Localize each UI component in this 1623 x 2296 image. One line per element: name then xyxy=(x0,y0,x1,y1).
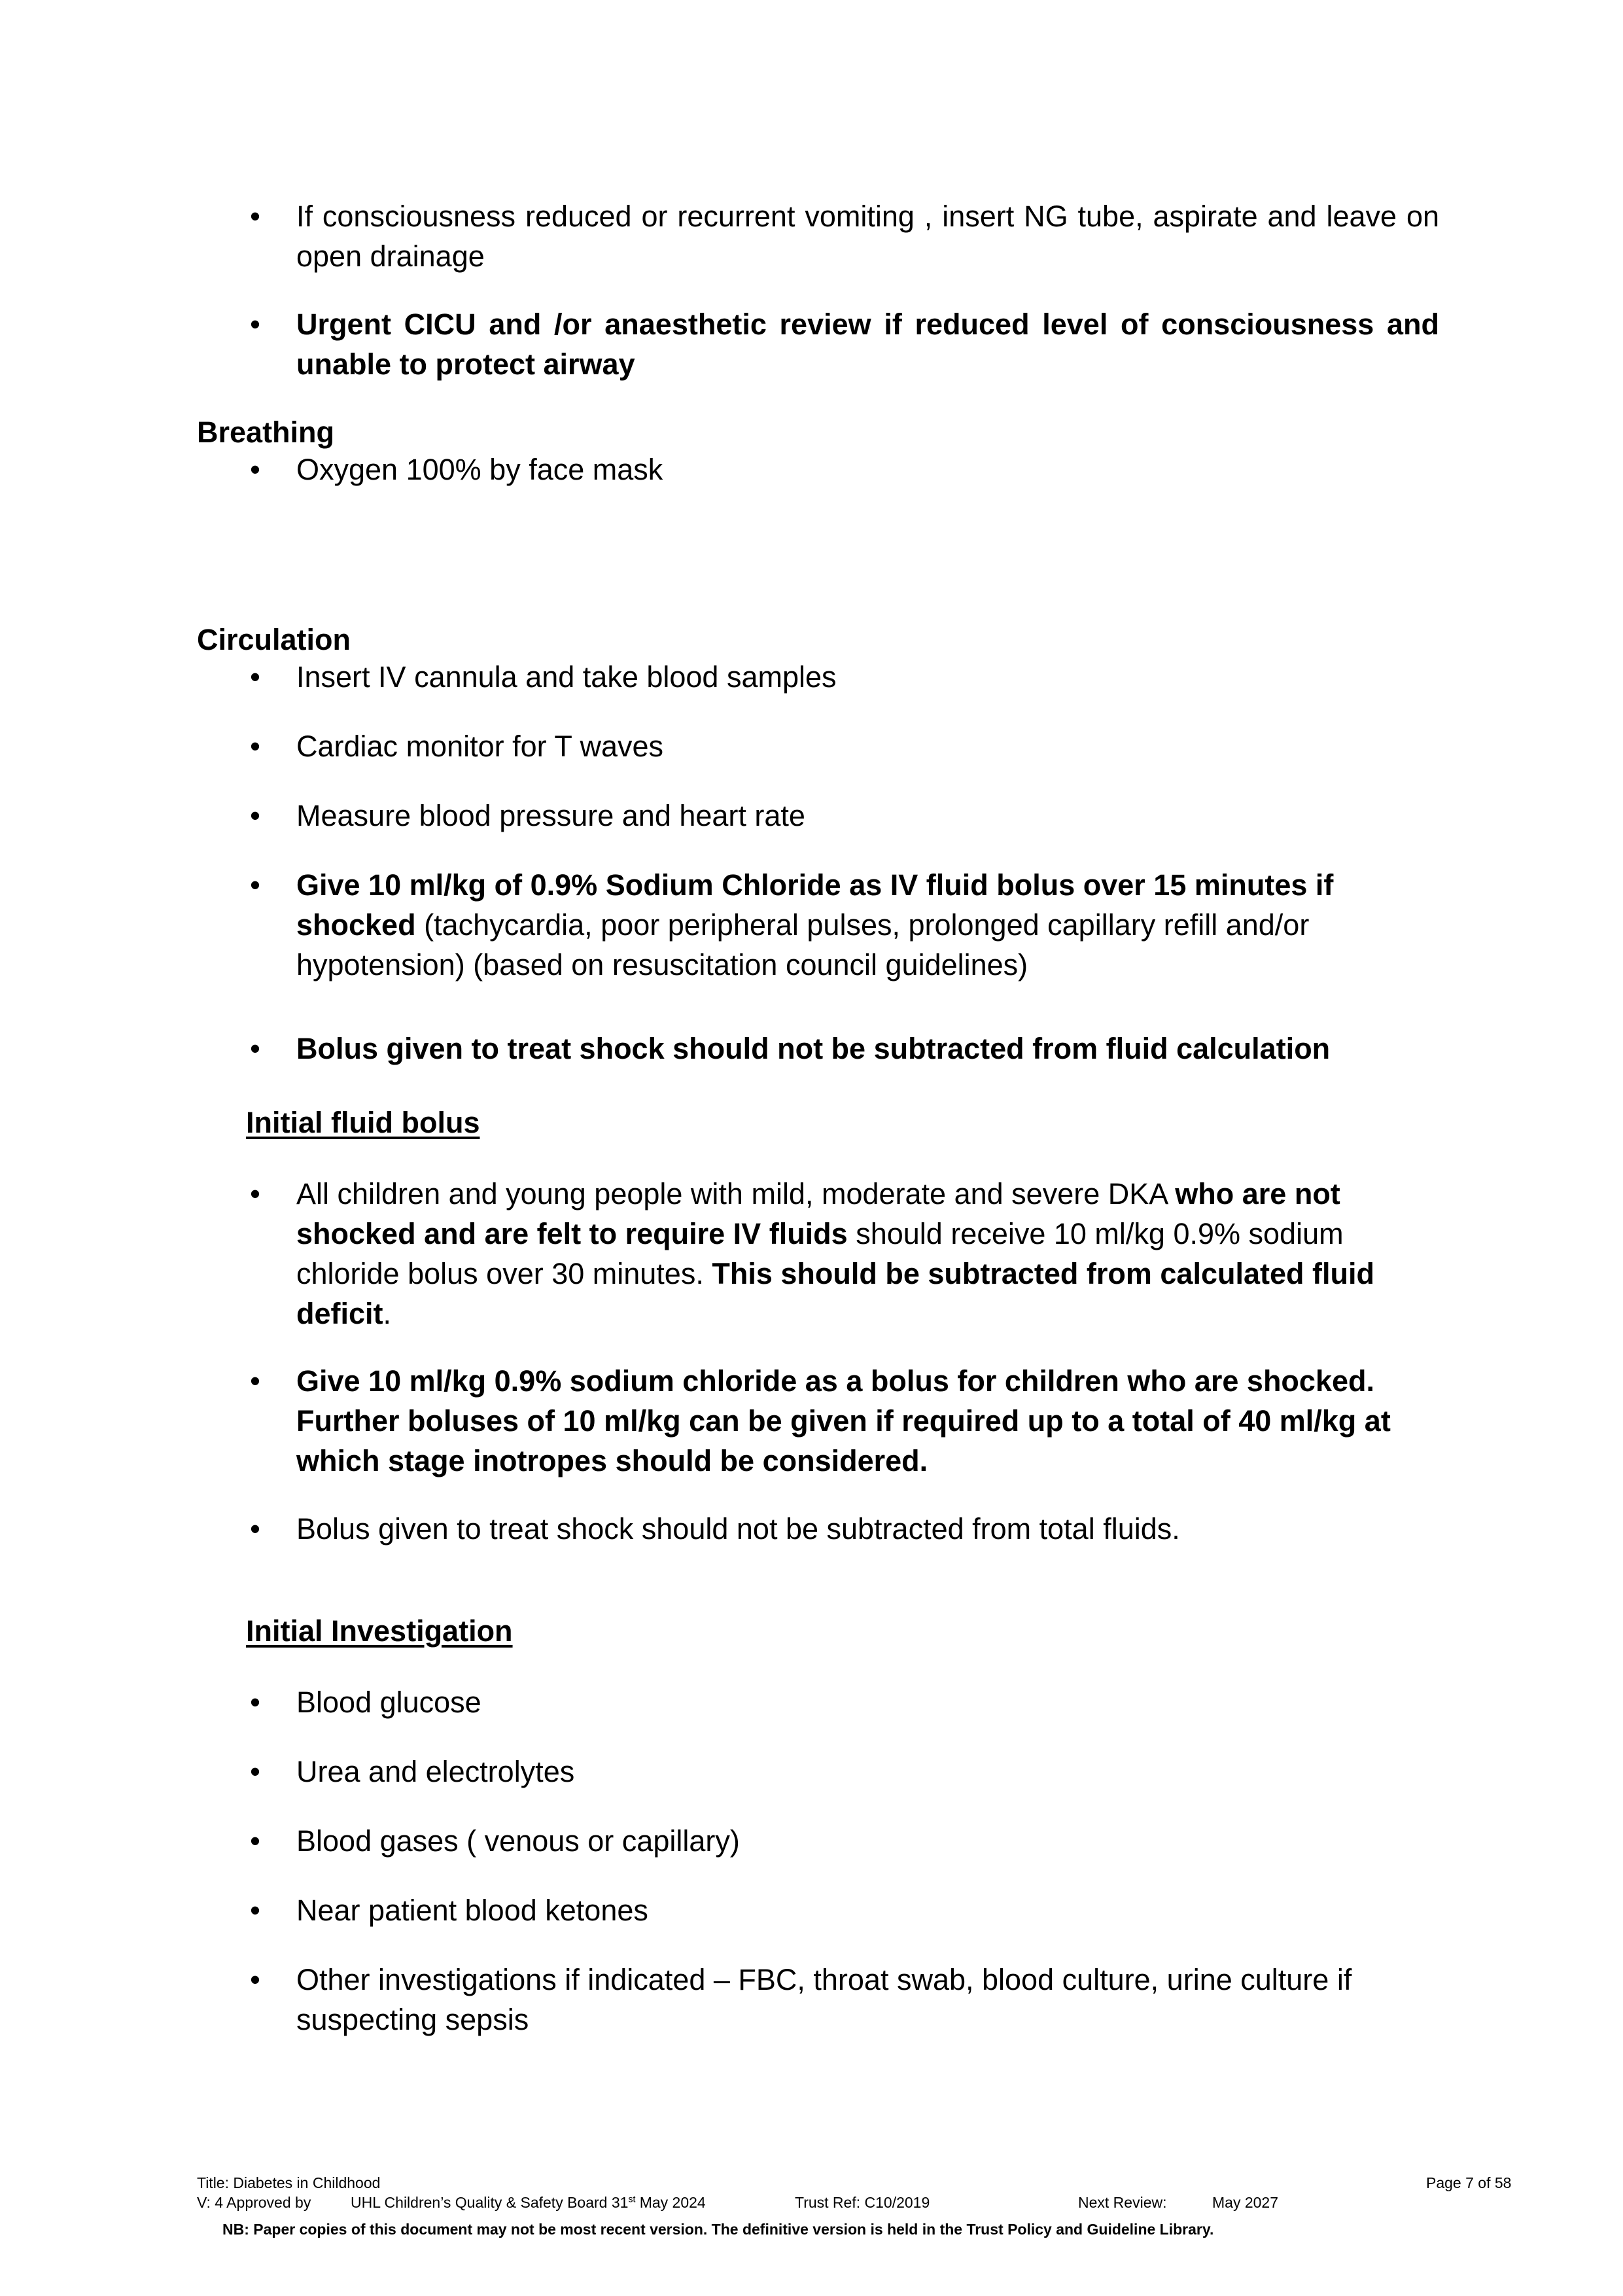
bullet-text xyxy=(296,1752,1439,1792)
bullet-text xyxy=(296,657,1439,697)
bullet-text xyxy=(296,1821,1439,1861)
bullet-text xyxy=(296,865,1439,985)
text-run: Cardiac monitor for T waves xyxy=(296,730,664,763)
text-run: Measure blood pressure and heart rate xyxy=(296,799,805,832)
text-run: Urea and electrolytes xyxy=(296,1755,575,1788)
section-heading-circulation: Circulation xyxy=(197,623,351,656)
section-heading-initial-investigation: Initial Investigation xyxy=(246,1614,513,1648)
bold-text-run: Urgent CICU and /or anaesthetic review if reduced level of consciousness and unable to protect airway xyxy=(296,308,1439,381)
bullet-icon: • xyxy=(250,453,260,486)
bullet-text xyxy=(296,1682,1439,1722)
bullet-text xyxy=(296,1960,1439,2040)
footer-approved-sup: st xyxy=(628,2193,636,2204)
footer-version: V: 4 Approved by xyxy=(197,2194,311,2211)
bullet-icon: • xyxy=(250,1755,260,1788)
section-heading-initial-fluid-bolus: Initial fluid bolus xyxy=(246,1106,480,1139)
bold-text-run: Give 10 ml/kg of 0.9% Sodium Chloride as IV fluid bolus over 15 minutes if shocked xyxy=(296,868,1334,942)
bold-text-run: Bolus given to treat shock should not be subtracted from fluid calculation xyxy=(296,1032,1331,1065)
bullet-icon: • xyxy=(250,1512,260,1545)
bullet-text xyxy=(296,196,1439,276)
bullet-icon: • xyxy=(250,1894,260,1927)
footer-trust-ref: Trust Ref: C10/2019 xyxy=(795,2194,930,2211)
bullet-icon: • xyxy=(250,1364,260,1398)
bullet-icon: • xyxy=(250,308,260,341)
text-run: Insert IV cannula and take blood samples xyxy=(296,660,837,694)
bullet-icon: • xyxy=(250,1824,260,1858)
bullet-icon: • xyxy=(250,1032,260,1065)
bullet-icon: • xyxy=(250,730,260,763)
bullet-icon: • xyxy=(250,868,260,902)
text-run: Blood gases ( venous or capillary) xyxy=(296,1824,740,1858)
footer-next-review-date: May 2027 xyxy=(1212,2194,1279,2211)
footer-next-review-label: Next Review: xyxy=(1078,2194,1167,2211)
bullet-icon: • xyxy=(250,799,260,832)
bullet-text xyxy=(296,1174,1439,1333)
text-run: If consciousness reduced or recurrent vomiting , insert NG tube, aspirate and leave on open drainage xyxy=(296,200,1439,273)
bold-text-run: This should be subtracted from calculated fluid deficit xyxy=(296,1257,1374,1330)
footer-approved-board: UHL Children’s Quality & Safety Board 31 xyxy=(351,2194,629,2211)
footer-page-number: Page 7 of 58 xyxy=(1426,2174,1512,2191)
bullet-icon: • xyxy=(250,1963,260,1996)
bullet-icon: • xyxy=(250,1686,260,1719)
text-run: . xyxy=(383,1297,392,1330)
bullet-text xyxy=(296,796,1439,836)
text-run: Other investigations if indicated – FBC, throat swab, blood culture, urine culture if suspecting sepsis xyxy=(296,1963,1352,2036)
text-run: Bolus given to treat shock should not be subtracted from total fluids. xyxy=(296,1512,1180,1545)
footer-approved-by xyxy=(351,2193,706,2212)
bullet-icon: • xyxy=(250,660,260,694)
bold-text-run: who are not shocked and are felt to require IV fluids xyxy=(296,1177,1340,1250)
footer-approved-date: May 2024 xyxy=(635,2194,706,2211)
text-run: Oxygen 100% by face mask xyxy=(296,453,663,486)
text-run: Near patient blood ketones xyxy=(296,1894,648,1927)
bullet-text xyxy=(296,450,1439,489)
bold-text-run: Give 10 ml/kg 0.9% sodium chloride as a bolus for children who are shocked. Further boluses of 10 ml/kg can be given if required up to a total of 40 ml/kg at which stage inotropes should be considered. xyxy=(296,1364,1391,1477)
footer-note: NB: Paper copies of this document may not be most recent version. The definitive version is held in the Trust Policy and Guideline Library. xyxy=(222,2221,1214,2238)
bullet-text xyxy=(296,304,1439,384)
section-heading-breathing: Breathing xyxy=(197,415,335,449)
bullet-icon: • xyxy=(250,1177,260,1210)
text-run: should receive 10 ml/kg 0.9% sodium chloride bolus over 30 minutes. xyxy=(296,1217,1344,1290)
bullet-icon: • xyxy=(250,200,260,233)
bullet-text xyxy=(296,1509,1439,1549)
bullet-text xyxy=(296,726,1439,766)
bullet-text xyxy=(296,1361,1439,1481)
bullet-text xyxy=(296,1029,1439,1069)
text-run: All children and young people with mild, moderate and severe DKA xyxy=(296,1177,1176,1210)
footer-title: Title: Diabetes in Childhood xyxy=(197,2174,381,2191)
bullet-text xyxy=(296,1890,1439,1930)
text-run: (tachycardia, poor peripheral pulses, prolonged capillary refill and/or hypotension) (based on resuscitation council guidelines) xyxy=(296,908,1310,981)
text-run: Blood glucose xyxy=(296,1686,481,1719)
